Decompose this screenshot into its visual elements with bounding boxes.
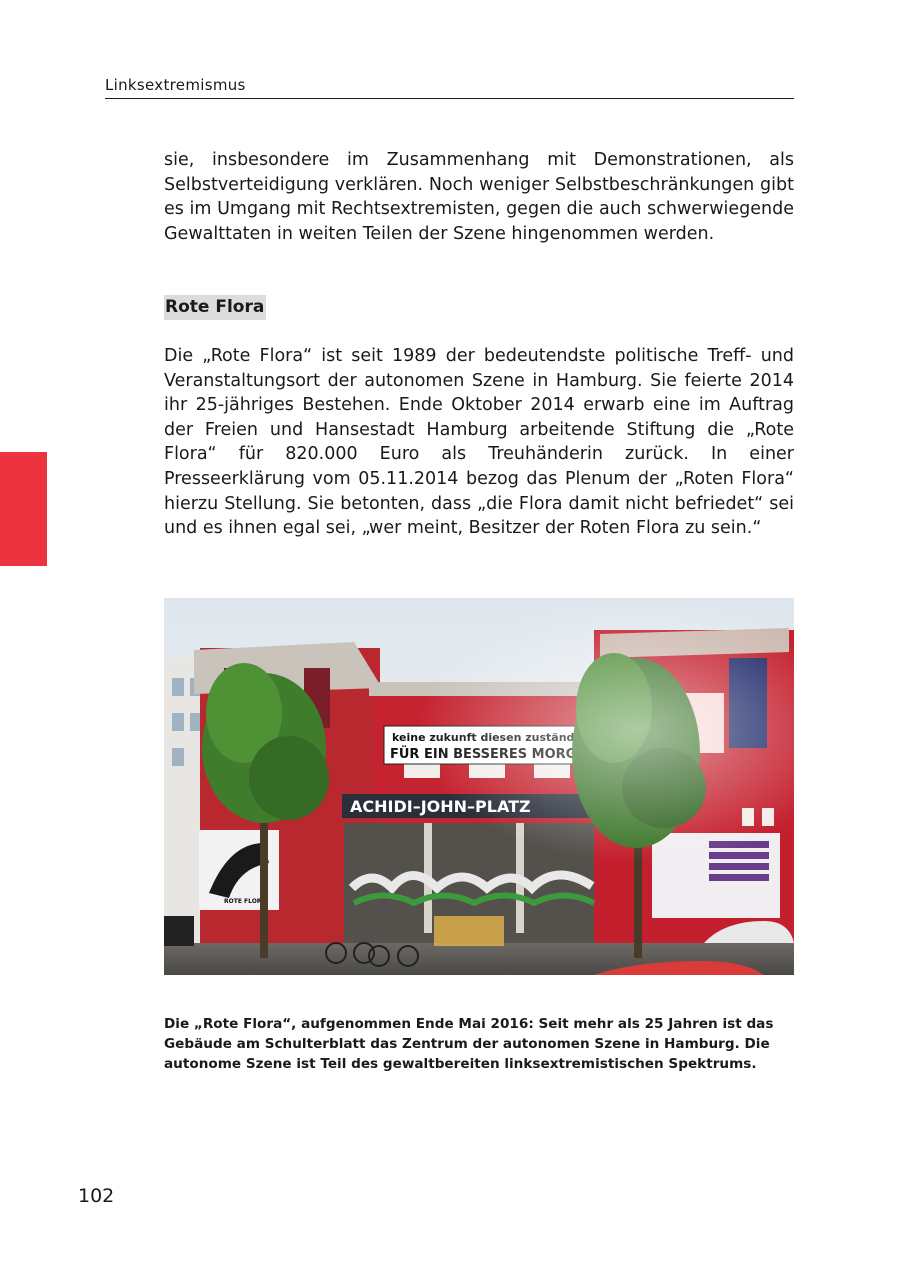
rote-flora-photo	[164, 598, 794, 975]
page-number: 102	[78, 1185, 115, 1207]
photo-caption: Die „Rote Flora“, aufgenommen Ende Mai 2016: Seit mehr als 25 Jahren ist das Gebäude am Schulterblatt das Zentrum der autonomen Szene in Hamburg. Die autonome Szene ist Teil des gewaltbereiten linksextremistischen Spektrums.	[164, 1016, 774, 1072]
running-header: Linksextremismus	[105, 76, 794, 99]
chapter-side-marker	[0, 452, 47, 566]
paragraph-intro: sie, insbesondere im Zusammenhang mit Demonstrationen, als Selbstverteidigung verklären. Noch weniger Selbstbeschränkungen gibt es im Umgang mit Rechtsextremisten, gegen die auch schwerwiegende Gewalttaten in weiten Teilen der Szene hingenommen werden.	[164, 150, 794, 244]
paragraph-rote-flora: Die „Rote Flora“ ist seit 1989 der bedeutendste politische Treff- und Veranstaltungsort der autonomen Szene in Hamburg. Sie feierte 2014 ihr 25-jähriges Bestehen. Ende Oktober 2014 erwarb eine im Auftrag der Freien und Hansestadt Hamburg arbeitende Stiftung die „Rote Flora“ für 820.000 Euro als Treuhänderin zurück. In einer Presseerklärung vom 05.11.2014 bezog das Plenum der „Roten Flora“ hierzu Stellung. Sie betonten, dass „die Flora damit nicht befriedet“ sei und es ihnen egal sei, „wer meint, Besitzer der Roten Flora zu sein.“	[164, 346, 794, 539]
section-heading: Rote Flora	[164, 295, 266, 320]
